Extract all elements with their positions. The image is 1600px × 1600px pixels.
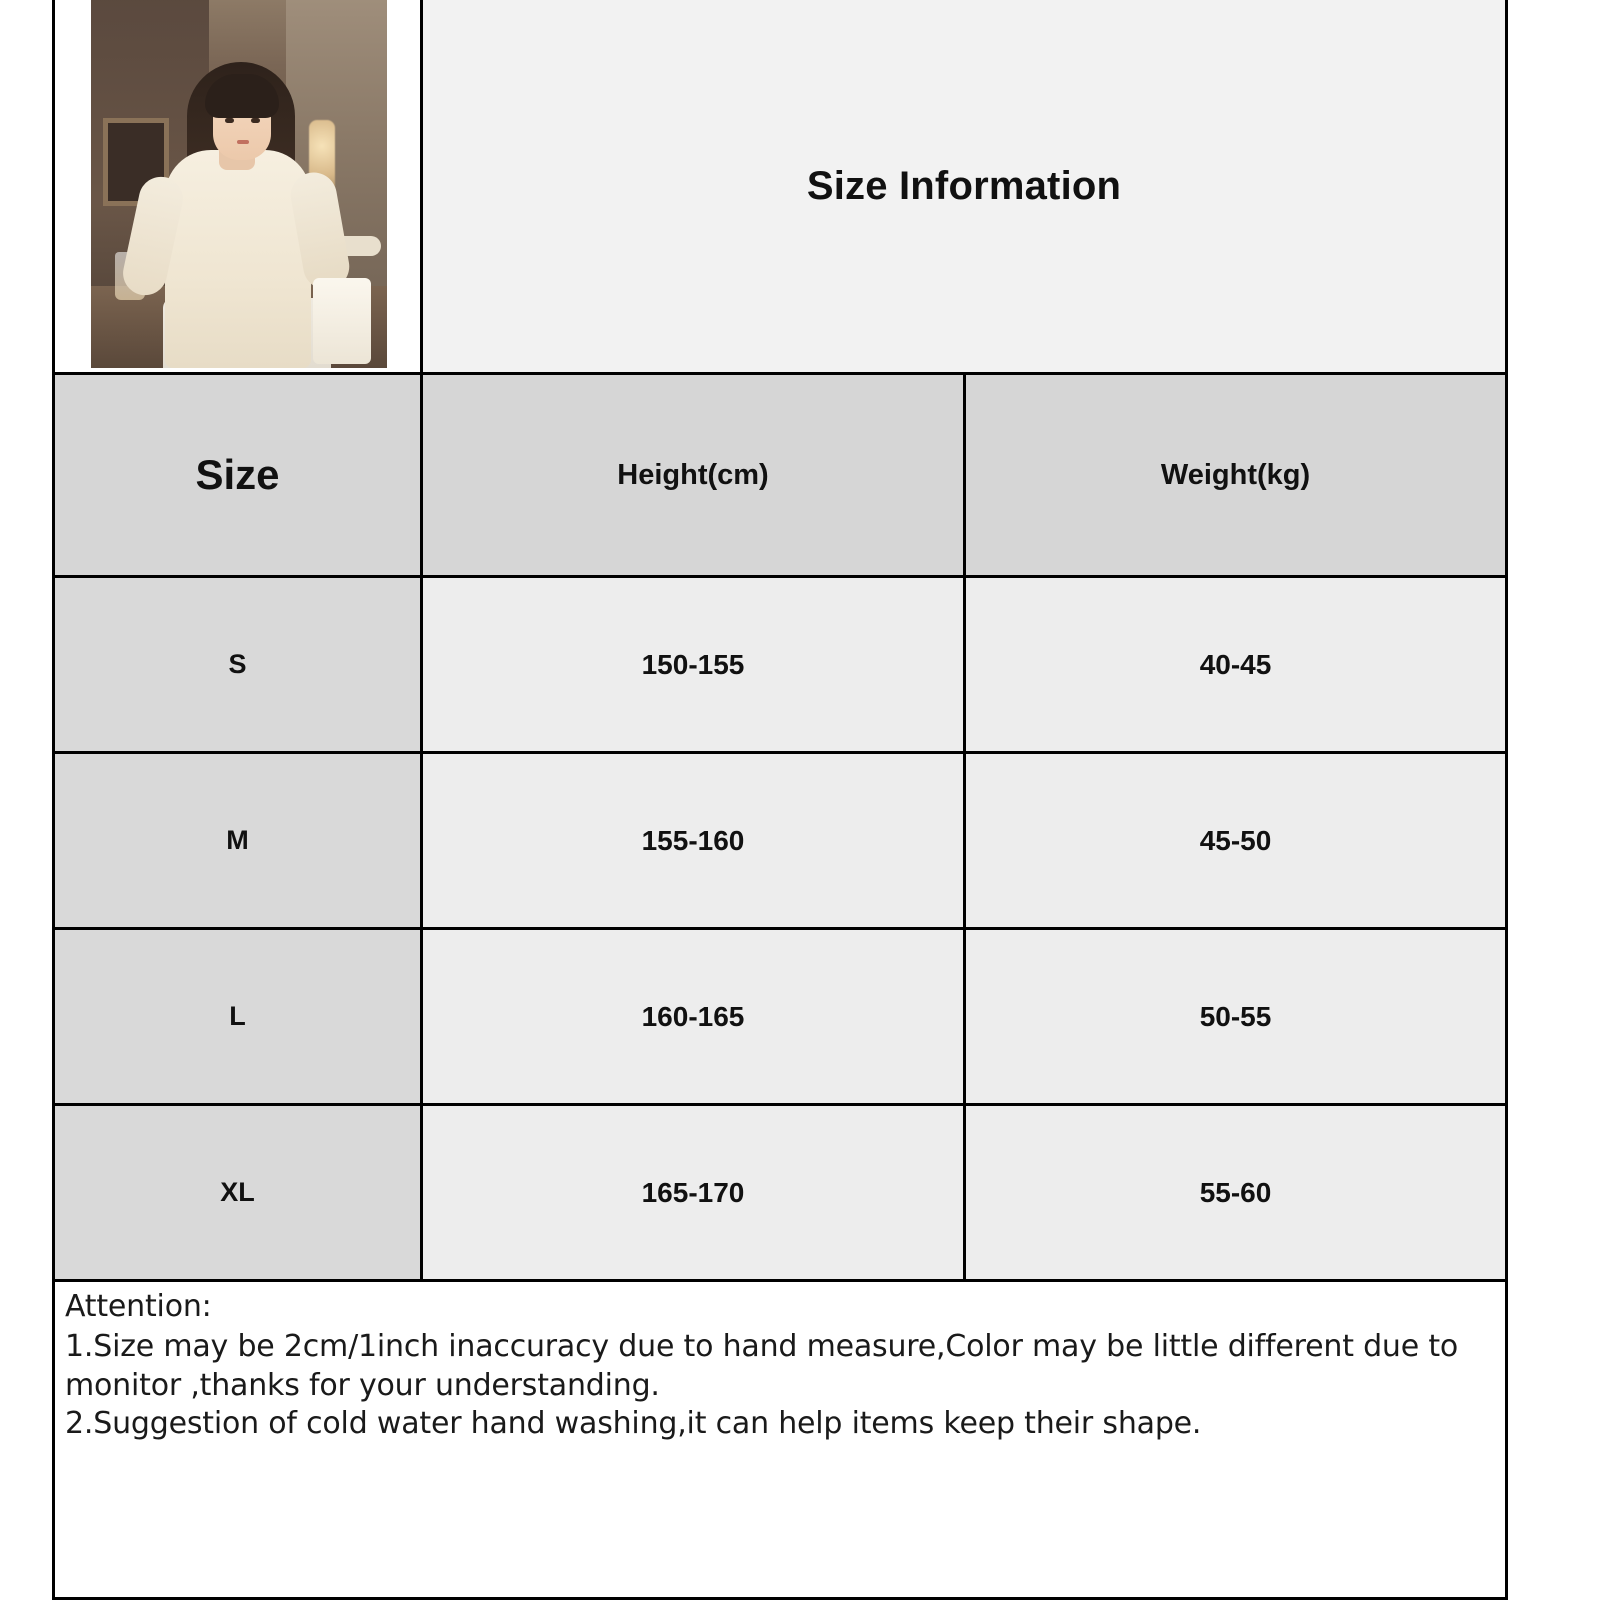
table-cell-size <box>55 578 423 751</box>
table-cell-height-value: 165-170 <box>641 1176 745 1208</box>
table-cell-size-value: S <box>228 649 247 679</box>
table-cell-height <box>423 930 966 1103</box>
table-header-row <box>55 375 1505 578</box>
table-row <box>55 1106 1505 1282</box>
attention-section <box>55 1282 1505 1597</box>
table-cell-size <box>55 754 423 927</box>
photo-model-top <box>165 150 311 368</box>
size-chart-table <box>52 0 1508 1600</box>
table-cell-weight <box>966 1106 1505 1279</box>
column-header-height <box>423 375 966 575</box>
column-header-size <box>55 375 423 575</box>
measurements-table <box>55 375 1505 1282</box>
photo-model-bag <box>313 278 371 364</box>
table-cell-size-value: L <box>229 1001 246 1031</box>
table-cell-weight-value: 55-60 <box>1199 1176 1272 1208</box>
table-cell-height-value: 150-155 <box>641 648 745 680</box>
table-cell-height <box>423 754 966 927</box>
title-cell <box>423 0 1505 372</box>
table-cell-size-value: XL <box>220 1177 255 1207</box>
model-photo-cell <box>55 0 423 372</box>
column-header-height-label: Height(cm) <box>617 458 769 491</box>
table-row <box>55 754 1505 930</box>
photo-model-mouth <box>237 140 249 144</box>
page-title: Size Information <box>806 163 1122 208</box>
column-header-weight <box>966 375 1505 575</box>
photo-model-hair-front <box>205 74 279 118</box>
table-cell-weight-value: 40-45 <box>1199 648 1272 680</box>
photo-model-eye-left <box>225 118 234 123</box>
table-cell-size-value: M <box>226 825 249 855</box>
attention-note-2: 2.Suggestion of cold water hand washing,it can help items keep their shape. <box>65 1406 1202 1442</box>
table-cell-height-value: 155-160 <box>641 824 745 856</box>
model-photo <box>91 0 387 368</box>
attention-note-1: 1.Size may be 2cm/1inch inaccuracy due to hand measure,Color may be little different due to monitor ,thanks for your understanding. <box>65 1329 1459 1403</box>
table-row <box>55 578 1505 754</box>
table-cell-height <box>423 1106 966 1279</box>
table-cell-weight-value: 45-50 <box>1199 824 1272 856</box>
table-cell-weight <box>966 754 1505 927</box>
table-row <box>55 930 1505 1106</box>
table-cell-height-value: 160-165 <box>641 1000 745 1032</box>
table-cell-weight <box>966 930 1505 1103</box>
table-cell-weight-value: 50-55 <box>1199 1000 1272 1032</box>
column-header-size-label: Size <box>195 451 280 498</box>
chart-header-row <box>55 0 1505 375</box>
photo-model-eye-right <box>251 118 260 123</box>
table-cell-size <box>55 930 423 1103</box>
table-cell-size <box>55 1106 423 1279</box>
table-cell-height <box>423 578 966 751</box>
table-cell-weight <box>966 578 1505 751</box>
column-header-weight-label: Weight(kg) <box>1160 458 1311 491</box>
attention-heading: Attention: <box>65 1289 212 1324</box>
